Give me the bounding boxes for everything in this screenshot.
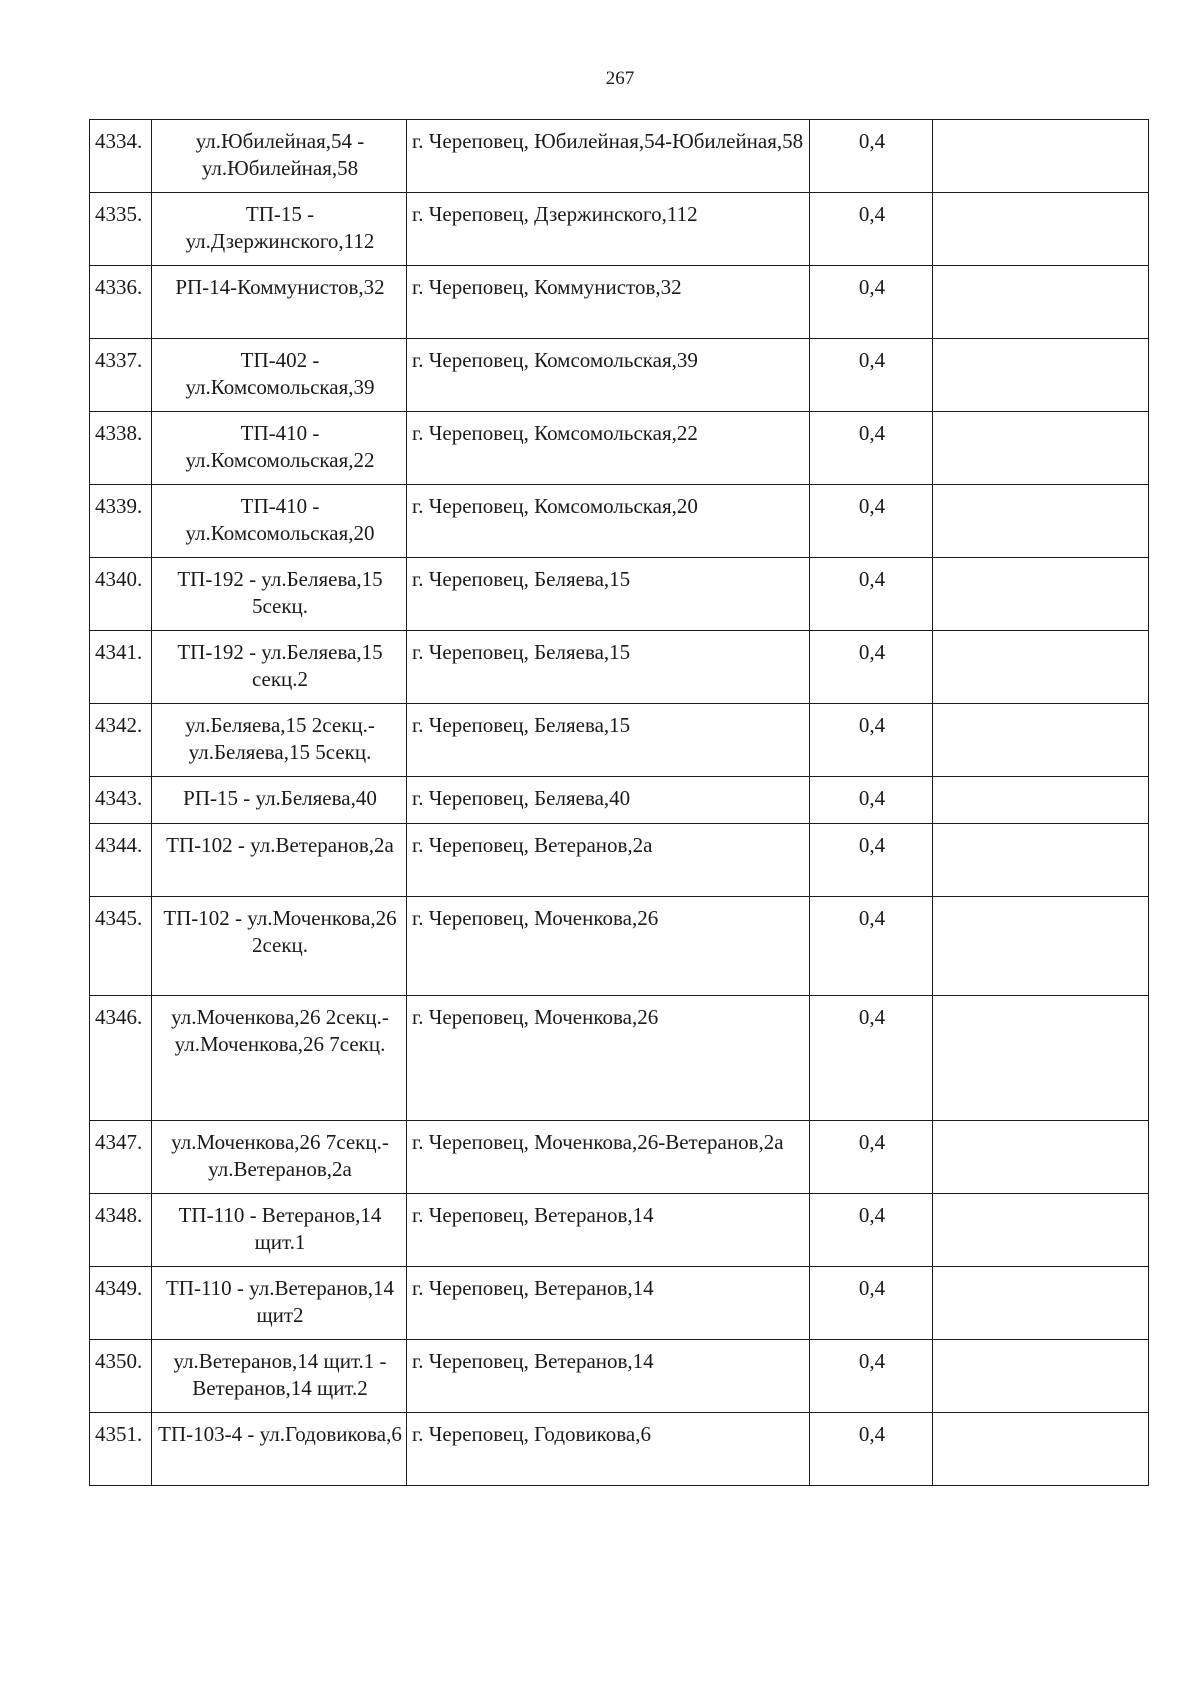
line-address: г. Череповец, Годовикова,6 [407,1413,810,1486]
line-note [933,704,1149,777]
line-name: ТП-102 - ул.Моченкова,26 2секц. [152,897,407,996]
line-address: г. Череповец, Моченкова,26 [407,996,810,1121]
line-note [933,266,1149,339]
registry-table [89,119,1149,1486]
line-note [933,193,1149,266]
line-name: ТП-15 - ул.Дзержинского,112 [152,193,407,266]
line-note [933,631,1149,704]
row-number: 4340. [90,558,152,631]
table-row [90,558,1149,631]
line-name: ул.Юбилейная,54 - ул.Юбилейная,58 [152,120,407,193]
row-number: 4347. [90,1121,152,1194]
row-number: 4348. [90,1194,152,1267]
line-voltage: 0,4 [810,412,933,485]
table-row [90,1340,1149,1413]
line-name: ТП-102 - ул.Ветеранов,2а [152,824,407,897]
table-row [90,412,1149,485]
line-name: ТП-410 - ул.Комсомольская,20 [152,485,407,558]
line-voltage: 0,4 [810,339,933,412]
line-name: ул.Ветеранов,14 щит.1 - Ветеранов,14 щит.2 [152,1340,407,1413]
row-number: 4337. [90,339,152,412]
line-address: г. Череповец, Юбилейная,54-Юбилейная,58 [407,120,810,193]
line-note [933,1194,1149,1267]
row-number: 4351. [90,1413,152,1486]
row-number: 4349. [90,1267,152,1340]
line-voltage: 0,4 [810,1340,933,1413]
table-row [90,339,1149,412]
line-name: ул.Беляева,15 2секц.- ул.Беляева,15 5секц. [152,704,407,777]
line-address: г. Череповец, Ветеранов,14 [407,1267,810,1340]
row-number: 4343. [90,777,152,824]
line-name: ул.Моченкова,26 7секц.-ул.Ветеранов,2а [152,1121,407,1194]
line-note [933,897,1149,996]
line-note [933,1121,1149,1194]
table-row [90,485,1149,558]
table-row [90,996,1149,1121]
table-row [90,1413,1149,1486]
line-name: ТП-110 - ул.Ветеранов,14 щит2 [152,1267,407,1340]
line-note [933,1340,1149,1413]
line-note [933,824,1149,897]
row-number: 4334. [90,120,152,193]
table-row [90,704,1149,777]
line-voltage: 0,4 [810,1121,933,1194]
line-name: РП-15 - ул.Беляева,40 [152,777,407,824]
line-address: г. Череповец, Беляева,40 [407,777,810,824]
table-row [90,120,1149,193]
line-address: г. Череповец, Дзержинского,112 [407,193,810,266]
line-note [933,485,1149,558]
row-number: 4346. [90,996,152,1121]
line-address: г. Череповец, Беляева,15 [407,631,810,704]
row-number: 4345. [90,897,152,996]
line-voltage: 0,4 [810,266,933,339]
line-voltage: 0,4 [810,1413,933,1486]
line-voltage: 0,4 [810,897,933,996]
line-note [933,339,1149,412]
line-voltage: 0,4 [810,704,933,777]
line-address: г. Череповец, Моченкова,26 [407,897,810,996]
line-name: ул.Моченкова,26 2секц.- ул.Моченкова,26 7секц. [152,996,407,1121]
table-row [90,777,1149,824]
table-row [90,824,1149,897]
line-address: г. Череповец, Ветеранов,2а [407,824,810,897]
row-number: 4336. [90,266,152,339]
line-voltage: 0,4 [810,485,933,558]
table-row [90,1267,1149,1340]
line-address: г. Череповец, Беляева,15 [407,558,810,631]
line-name: ТП-410 - ул.Комсомольская,22 [152,412,407,485]
line-address: г. Череповец, Ветеранов,14 [407,1340,810,1413]
table-row [90,1121,1149,1194]
line-voltage: 0,4 [810,824,933,897]
line-voltage: 0,4 [810,120,933,193]
line-note [933,558,1149,631]
line-note [933,120,1149,193]
line-address: г. Череповец, Моченкова,26-Ветеранов,2а [407,1121,810,1194]
line-address: г. Череповец, Комсомольская,39 [407,339,810,412]
line-voltage: 0,4 [810,1267,933,1340]
line-name: ТП-110 - Ветеранов,14 щит.1 [152,1194,407,1267]
line-name: ТП-192 - ул.Беляева,15 секц.2 [152,631,407,704]
line-address: г. Череповец, Комсомольская,22 [407,412,810,485]
table-row [90,897,1149,996]
registry-table-body [90,120,1149,1486]
table-row [90,631,1149,704]
table-row [90,193,1149,266]
line-name: ТП-103-4 - ул.Годовикова,6 [152,1413,407,1486]
line-name: РП-14-Коммунистов,32 [152,266,407,339]
table-row [90,266,1149,339]
line-address: г. Череповец, Комсомольская,20 [407,485,810,558]
line-voltage: 0,4 [810,558,933,631]
line-voltage: 0,4 [810,1194,933,1267]
line-address: г. Череповец, Коммунистов,32 [407,266,810,339]
line-name: ТП-402 - ул.Комсомольская,39 [152,339,407,412]
line-name: ТП-192 - ул.Беляева,15 5секц. [152,558,407,631]
row-number: 4339. [90,485,152,558]
table-row [90,1194,1149,1267]
row-number: 4338. [90,412,152,485]
line-note [933,1413,1149,1486]
line-voltage: 0,4 [810,777,933,824]
line-note [933,1267,1149,1340]
row-number: 4344. [90,824,152,897]
line-voltage: 0,4 [810,996,933,1121]
row-number: 4350. [90,1340,152,1413]
line-note [933,777,1149,824]
row-number: 4335. [90,193,152,266]
row-number: 4341. [90,631,152,704]
line-note [933,412,1149,485]
row-number: 4342. [90,704,152,777]
line-address: г. Череповец, Ветеранов,14 [407,1194,810,1267]
line-voltage: 0,4 [810,193,933,266]
line-note [933,996,1149,1121]
line-address: г. Череповец, Беляева,15 [407,704,810,777]
page-number: 267 [605,68,635,89]
line-voltage: 0,4 [810,631,933,704]
